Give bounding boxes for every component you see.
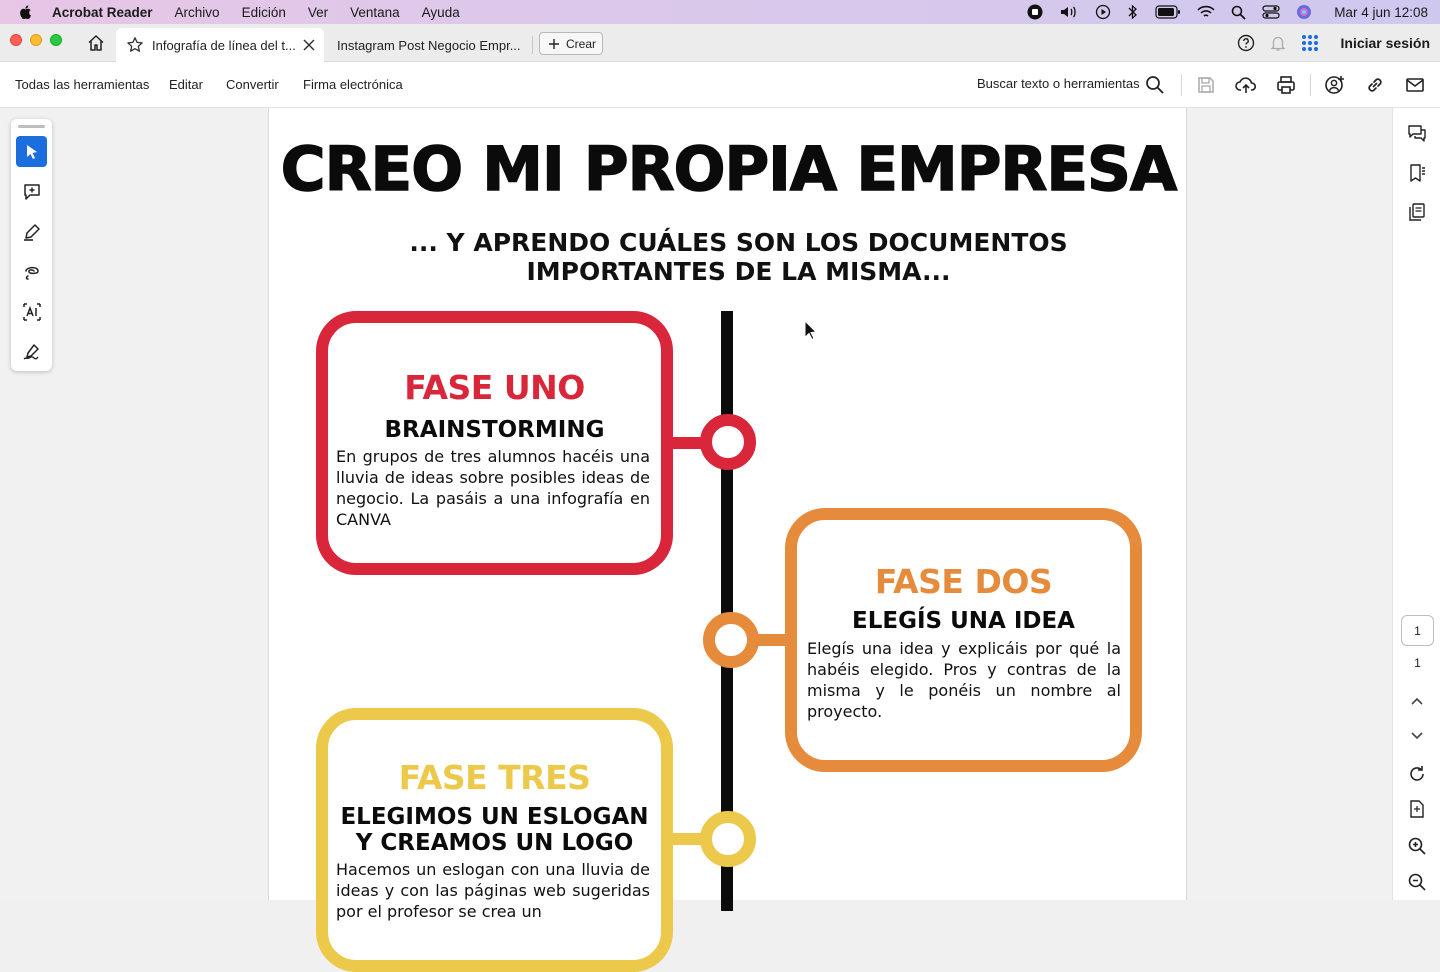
freehand-draw-icon [22,262,42,282]
main-toolbar [0,62,1440,108]
screen-record-icon[interactable] [1027,4,1043,20]
phase-card-1 [316,311,673,575]
phase-heading: ELEGÍS UNA IDEA [852,608,1075,634]
text-select-icon [22,302,42,322]
edit-link[interactable]: Editar [169,77,203,92]
select-tool-button[interactable] [16,136,47,167]
tab-label: Infografía de línea del t... [152,37,296,53]
menu-archivo[interactable]: Archivo [174,4,220,20]
phase-card-3 [316,708,673,972]
next-page-icon[interactable] [1407,725,1427,745]
save-icon[interactable] [1195,74,1217,96]
phase-label: FASE TRES [398,758,591,797]
home-icon[interactable] [86,33,106,53]
window-minimize-button[interactable] [30,34,42,46]
phase-heading: BRAINSTORMING [384,417,605,443]
tab-bar-actions [1237,24,1430,62]
plus-icon [548,38,560,50]
phase-label: FASE UNO [404,368,585,407]
tab-divider [532,36,533,54]
zoom-in-icon[interactable] [1407,836,1427,856]
highlight-tool-button[interactable] [16,216,47,247]
window-close-button[interactable] [10,34,22,46]
volume-icon[interactable] [1059,4,1079,20]
signin-button[interactable]: Iniciar sesión [1340,35,1430,51]
wifi-icon[interactable] [1197,5,1215,19]
zoom-out-icon[interactable] [1407,872,1427,892]
phase-label: FASE DOS [874,562,1053,601]
convert-link[interactable]: Convertir [226,77,279,92]
cloud-upload-icon[interactable] [1235,74,1257,96]
menu-edicion[interactable]: Edición [241,4,286,20]
tab-instagram-post[interactable] [328,28,528,62]
play-circle-icon[interactable] [1095,4,1111,20]
share-user-icon[interactable] [1324,74,1346,96]
spotlight-search-icon[interactable] [1231,5,1246,20]
print-icon[interactable] [1275,74,1297,96]
pdf-page[interactable] [268,108,1187,921]
toolbar-divider [1181,74,1182,96]
infographic-subtitle: ... Y APRENDO CUÁLES SON LOS DOCUMENTOS IMPORTANTES DE LA MISMA... [409,228,1068,286]
bookmarks-panel-icon[interactable] [1407,163,1427,183]
email-icon[interactable] [1404,74,1426,96]
timeline-node [700,414,756,470]
apps-grid-icon[interactable] [1301,34,1319,52]
menu-ayuda[interactable]: Ayuda [421,4,460,20]
macos-menu-bar [0,0,1440,24]
timeline-node [700,811,756,867]
toolbar-divider [1310,74,1311,96]
phase-heading: ELEGIMOS UN ESLOGAN Y CREAMOS UN LOGO [340,804,649,856]
siri-icon[interactable] [1296,4,1312,20]
star-icon[interactable] [126,36,144,54]
pages-panel-icon[interactable] [1407,202,1427,222]
sign-tool-button[interactable] [16,336,47,367]
phase-body: En grupos de tres alumnos hacéis una lluvia de ideas sobre posibles ideas de negocio. La pasáis a una infografía en CANVA [336,447,650,529]
search-tools-label[interactable]: Buscar texto o herramientas [977,76,1140,91]
infographic-title: CREO MI PROPIA EMPRESA [280,134,1177,205]
help-icon[interactable] [1237,34,1255,52]
apple-logo-icon[interactable] [18,4,34,20]
phase-body: Elegís una idea y explicáis por qué la habéis elegido. Pros y contras de la misma y le ponéis un nombre al proyecto. [807,639,1121,721]
all-tools-link[interactable]: Todas las herramientas [15,77,150,92]
tab-infografia[interactable] [116,28,324,62]
cursor-arrow-icon [24,143,40,161]
app-name-menu[interactable]: Acrobat Reader [52,4,153,20]
phase-body: Hacemos un eslogan con una lluvia de ideas y con las páginas web sugeridas por el profesor se crea un [336,860,650,921]
notifications-bell-icon[interactable] [1269,34,1287,52]
quick-tools-panel [11,119,52,371]
control-center-icon[interactable] [1262,4,1280,20]
window-tab-bar [0,24,1440,62]
tab-label: Instagram Post Negocio Empr... [337,37,521,53]
current-page-input[interactable]: 1 [1401,615,1434,646]
search-icon[interactable] [1144,74,1166,96]
menubar-clock[interactable]: Mar 4 jun 12:08 [1334,4,1428,20]
rotate-icon[interactable] [1407,764,1427,784]
bluetooth-icon[interactable] [1127,4,1139,20]
phase-card-2 [785,508,1142,772]
comments-panel-icon[interactable] [1407,123,1427,143]
add-comment-tool-button[interactable] [16,176,47,207]
create-button[interactable] [539,32,603,55]
previous-page-icon[interactable] [1407,692,1427,712]
close-tab-icon[interactable] [302,38,316,52]
document-viewport[interactable] [0,108,1392,921]
comment-add-icon [22,182,42,202]
menu-ver[interactable]: Ver [307,4,329,20]
draw-tool-button[interactable] [16,256,47,287]
link-icon[interactable] [1364,74,1386,96]
pen-highlight-icon [22,222,42,242]
page-fit-icon[interactable] [1407,799,1427,819]
battery-icon[interactable] [1155,5,1181,19]
window-zoom-button[interactable] [50,34,62,46]
panel-drag-handle[interactable] [18,125,45,128]
mouse-pointer-icon [804,320,818,342]
menu-ventana[interactable]: Ventana [350,4,400,20]
create-label: Crear [566,36,597,51]
esign-link[interactable]: Firma electrónica [303,77,403,92]
status-icons [1027,0,1428,24]
timeline-node [703,612,759,668]
signature-pen-icon [22,342,42,362]
total-pages-label: 1 [1414,656,1421,670]
text-recognition-tool-button[interactable] [16,296,47,327]
right-side-rail [1392,108,1440,900]
